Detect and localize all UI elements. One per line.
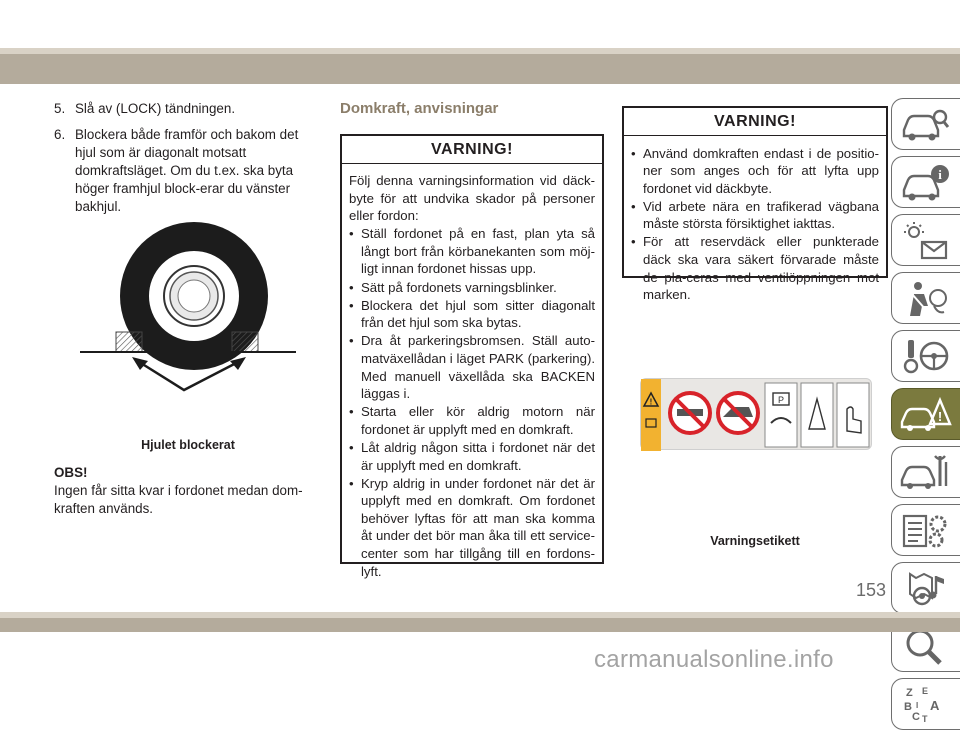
warning-item: • Sätt på fordonets varningsblinker. <box>349 279 595 297</box>
alphabet-index-icon <box>900 684 950 724</box>
warning-box-usage <box>622 106 888 303</box>
wheel-blocked-illustration <box>72 224 312 414</box>
svg-text:C: C <box>912 711 920 723</box>
footer-band <box>0 618 960 632</box>
note-title: OBS! <box>54 465 88 480</box>
wheel-chock-right <box>232 332 258 352</box>
svg-text:!: ! <box>649 397 653 407</box>
svg-text:P: P <box>777 395 785 405</box>
warning-item: • Ställ fordonet på en fast, plan yta så långt bort från körbanekanten som möj-ligt innan fordonet hissas upp. <box>349 225 595 278</box>
watermark: carmanualsonline.info <box>594 646 834 673</box>
specifications-gears-icon <box>900 510 950 550</box>
jack-point-icon <box>801 383 833 447</box>
label-yellow-strip <box>641 379 661 451</box>
note-text: Ingen får sitta kvar i fordonet medan dom-kraften används. <box>54 483 303 516</box>
warning-item: • Blockera det hjul som sitter diagonalt från det hjul som ska bytas. <box>349 297 595 332</box>
tab-service[interactable] <box>891 446 960 498</box>
step-number: 5. <box>54 101 66 116</box>
warning-title: VARNING! <box>342 136 602 164</box>
step-text: Blockera både framför och bakom det hjul som är diagonalt motsatt domkraftsläget. Om du t.ex. ska byta höger framhjul block-erar du vänster bakhjul. <box>75 127 299 214</box>
car-info-icon <box>900 162 950 202</box>
tab-specifications[interactable] <box>891 504 960 556</box>
svg-text:I: I <box>916 701 919 710</box>
svg-text:Z: Z <box>906 687 913 699</box>
tab-warning-lights[interactable] <box>891 214 960 266</box>
header-band <box>0 54 960 84</box>
warning-item: • Låt aldrig någon sitta i fordonet när det är upplyft med en domkraft. <box>349 439 595 474</box>
figure-caption: Hjulet blockerat <box>141 438 235 452</box>
step-6 <box>54 126 322 216</box>
warning-item: • Starta eller kör aldrig motorn när fordonet är upplyft med en domkraft. <box>349 403 595 438</box>
tab-breakdown[interactable] <box>891 388 960 440</box>
chapter-tabs <box>891 98 960 736</box>
tab-car-info[interactable] <box>891 156 960 208</box>
section-title: Domkraft, anvisningar <box>340 100 499 117</box>
svg-text:i: i <box>938 167 942 182</box>
step-5 <box>54 100 322 118</box>
svg-text:E: E <box>922 686 929 696</box>
wheel-chock-left <box>116 332 142 352</box>
magnifier-icon <box>900 626 950 666</box>
tab-index[interactable] <box>891 678 960 730</box>
warning-box-jack <box>340 134 604 579</box>
key-steering-wheel-icon <box>900 336 950 376</box>
car-search-icon <box>900 104 950 144</box>
multimedia-map-music-icon <box>900 568 950 608</box>
warning-item: • Kryp aldrig in under fordonet när det är upplyft med en domkraft. Om fordonet behöver lyftas för att man ska komma åt under det bör man åka till ett service-center som har tillgång till en fordons-lyft. <box>349 475 595 581</box>
step-number: 6. <box>54 127 66 142</box>
tab-multimedia[interactable] <box>891 562 960 614</box>
warning-lights-message-icon <box>900 220 950 260</box>
tab-seatbelt-airbag[interactable] <box>891 272 960 324</box>
note <box>54 464 322 518</box>
warning-intro: Följ denna varningsinformation vid däck-byte för att undvika skador på personer eller fordon: <box>349 173 595 224</box>
tab-car-search[interactable] <box>891 98 960 150</box>
warning-label-image <box>640 378 872 450</box>
warning-item: • Använd domkraften endast i de positio-ner som anges och för att lyfta upp fordonet vid däckbyte. <box>631 145 879 198</box>
svg-text:B: B <box>904 701 912 713</box>
svg-text:T: T <box>922 714 928 724</box>
warning-item: • Vid arbete nära en trafikerad vägbana måste största försiktighet iakttas. <box>631 198 879 233</box>
step-text: Slå av (LOCK) tändningen. <box>75 101 236 116</box>
steps-column <box>54 100 322 224</box>
warning-title: VARNING! <box>624 108 886 136</box>
car-service-tools-icon <box>900 452 950 492</box>
svg-text:!: ! <box>937 409 943 424</box>
seatbelt-airbag-icon <box>900 278 950 318</box>
breakdown-warning-icon <box>900 394 950 434</box>
warning-item: • För att reservdäck eller punkterade däck ska vara säkert förvarade måste de pla-ceras med ventilöppningen mot marken. <box>631 233 879 303</box>
warning-list <box>631 145 879 304</box>
warning-item: • Dra åt parkeringsbromsen. Ställ auto-matväxellådan i läget PARK (parkering). Med manuell växellåda ska BACKEN läggas i. <box>349 332 595 402</box>
warning-list <box>349 225 595 580</box>
tab-key-steering[interactable] <box>891 330 960 382</box>
svg-text:A: A <box>930 698 940 713</box>
page-number: 153 <box>856 580 887 600</box>
label-caption: Varningsetikett <box>710 534 800 548</box>
